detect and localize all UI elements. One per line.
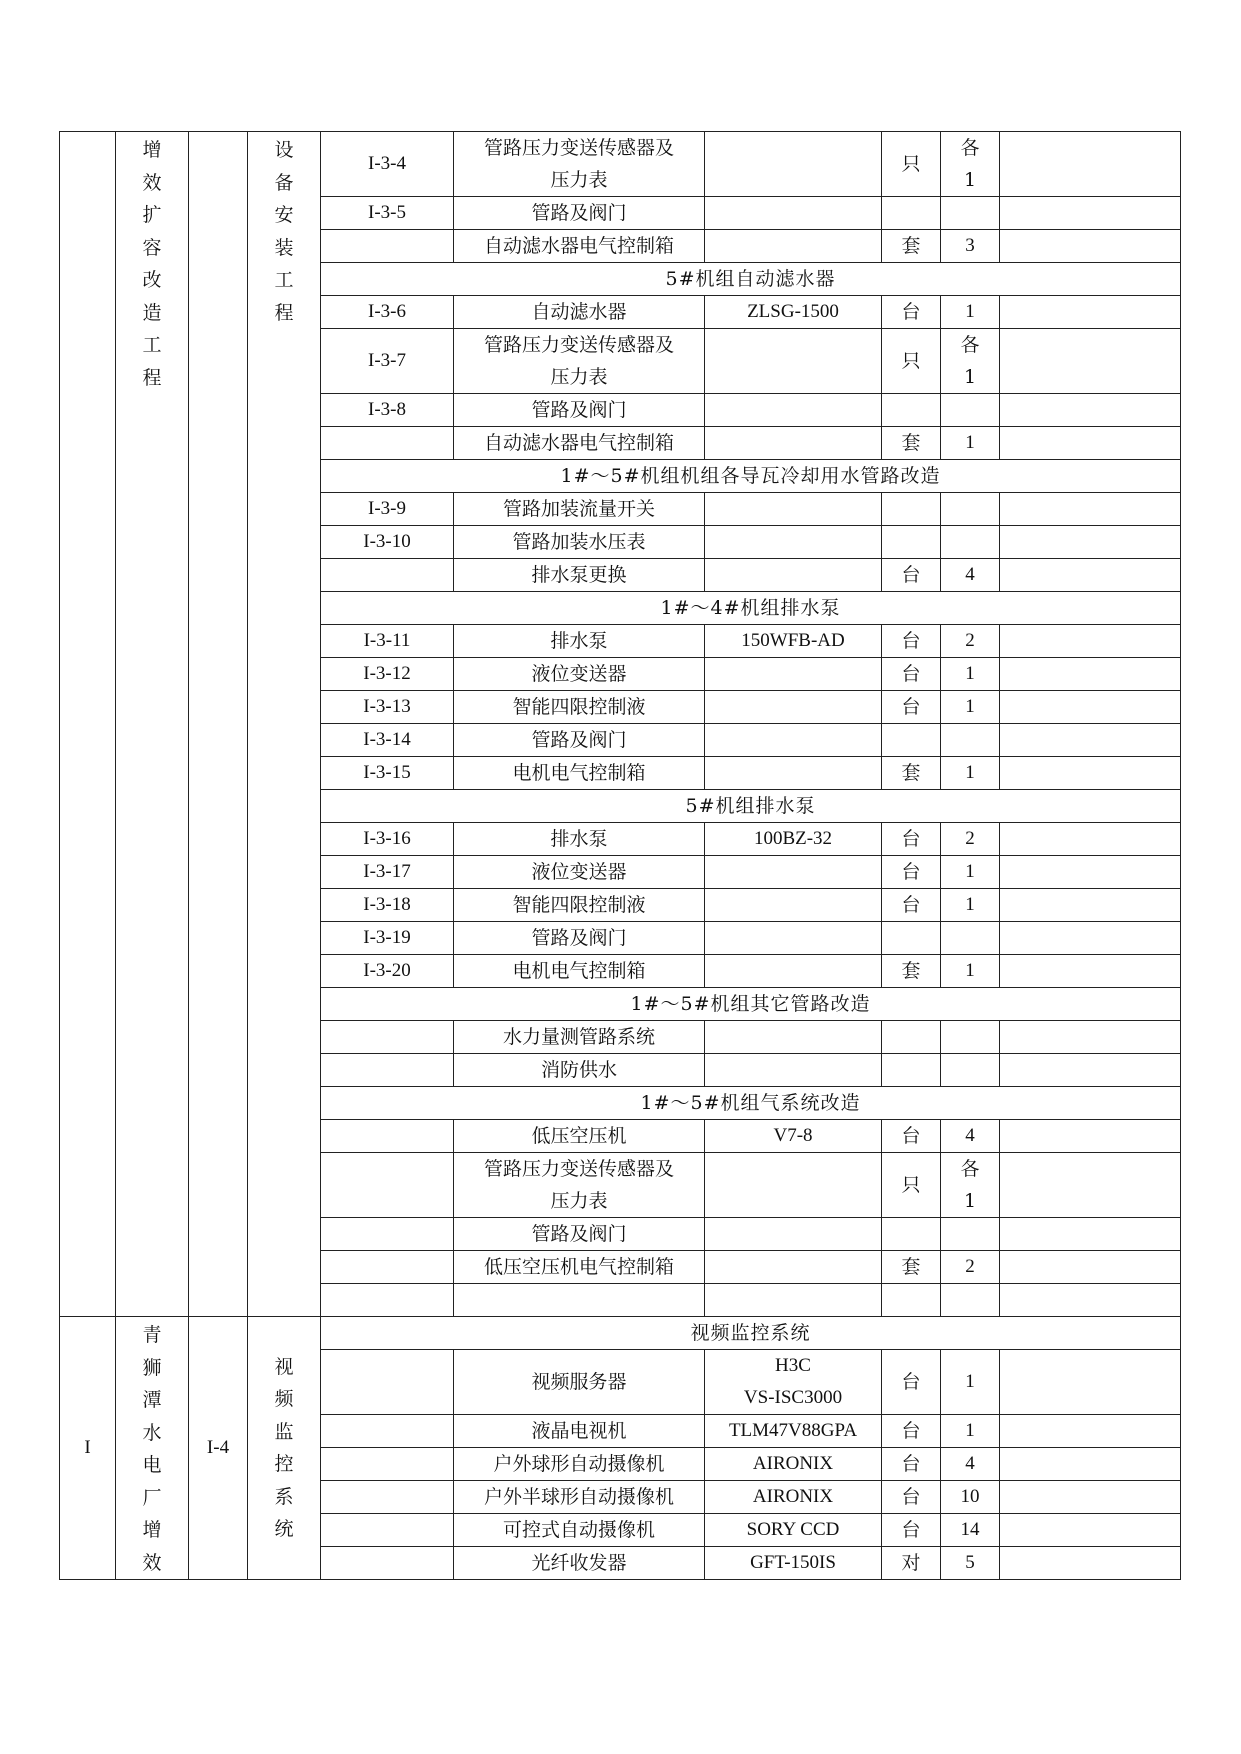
item-unit: 只 [882,132,941,197]
item-unit: 对 [882,1547,941,1580]
item-code [321,1251,454,1284]
item-qty [941,1218,1000,1251]
item-code [321,1350,454,1415]
item-remark [1000,329,1181,394]
item-model [705,1153,882,1218]
project-name: 青狮潭水电厂增效 [142,1324,162,1574]
item-model [705,1218,882,1251]
item-qty: 14 [941,1514,1000,1547]
item-unit [882,922,941,955]
item-code: I-3-4 [321,132,454,197]
code-cell: I-4 [189,1317,248,1580]
item-model [705,329,882,394]
item-code: I-3-10 [321,526,454,559]
item-model: ZLSG-1500 [705,296,882,329]
item-unit: 套 [882,230,941,263]
item-qty: 1 [941,1415,1000,1448]
item-name: 管路及阀门 [454,197,705,230]
item-qty [941,922,1000,955]
code-cell [189,132,248,1317]
item-qty: 4 [941,559,1000,592]
item-code [321,1481,454,1514]
item-model: AIRONIX [705,1481,882,1514]
section-title: 5#机组自动滤水器 [321,263,1181,296]
section-title: 视频监控系统 [321,1317,1181,1350]
item-remark [1000,823,1181,856]
item-code [321,559,454,592]
item-name: 电机电气控制箱 [454,955,705,988]
item-name: 低压空压机 [454,1120,705,1153]
item-code [321,1547,454,1580]
item-remark [1000,427,1181,460]
item-qty [941,132,1000,197]
item-code: I-3-6 [321,296,454,329]
item-model: SORY CCD [705,1514,882,1547]
item-model [705,559,882,592]
section-title: 1#～5#机组气系统改造 [321,1087,1181,1120]
item-remark [1000,1481,1181,1514]
item-qty: 10 [941,1481,1000,1514]
item-name: 液位变送器 [454,856,705,889]
item-remark [1000,1251,1181,1284]
item-name: 管路及阀门 [454,922,705,955]
item-remark [1000,1218,1181,1251]
section-title: 1#～5#机组机组各导瓦冷却用水管路改造 [321,460,1181,493]
item-name [454,1284,705,1317]
item-name: 管路加装流量开关 [454,493,705,526]
item-remark [1000,691,1181,724]
item-model-text: H3C VS-ISC3000 [743,1355,843,1408]
item-qty [941,329,1000,394]
section-title: 5#机组排水泵 [321,790,1181,823]
item-unit: 台 [882,658,941,691]
item-code: I-3-14 [321,724,454,757]
item-name: 智能四限控制液 [454,889,705,922]
item-qty: 1 [941,757,1000,790]
item-code: I-3-12 [321,658,454,691]
item-remark [1000,1120,1181,1153]
item-name: 电机电气控制箱 [454,757,705,790]
item-model [705,856,882,889]
item-name: 液晶电视机 [454,1415,705,1448]
item-remark [1000,757,1181,790]
item-model [705,889,882,922]
item-unit: 台 [882,1514,941,1547]
item-qty [941,493,1000,526]
item-name: 户外半球形自动摄像机 [454,1481,705,1514]
item-code: I-3-17 [321,856,454,889]
item-model [705,691,882,724]
item-model: 100BZ-32 [705,823,882,856]
item-qty-text: 各 1 [960,137,980,191]
item-remark [1000,1514,1181,1547]
section-row [60,1317,1181,1350]
item-name-text: 管路压力变送传感器及 压力表 [483,1158,674,1212]
item-remark [1000,1054,1181,1087]
item-name: 管路及阀门 [454,724,705,757]
item-unit: 台 [882,1120,941,1153]
item-unit [882,526,941,559]
item-remark [1000,1284,1181,1317]
item-code: I-3-5 [321,197,454,230]
item-name: 可控式自动摄像机 [454,1514,705,1547]
item-remark [1000,230,1181,263]
item-remark [1000,1415,1181,1448]
item-qty: 1 [941,427,1000,460]
item-unit [882,493,941,526]
item-model [705,757,882,790]
item-qty: 4 [941,1120,1000,1153]
section-title: 1#～4#机组排水泵 [321,592,1181,625]
item-remark [1000,132,1181,197]
item-code: I-3-16 [321,823,454,856]
item-model [705,1054,882,1087]
item-name: 低压空压机电气控制箱 [454,1251,705,1284]
item-remark [1000,625,1181,658]
item-name: 排水泵 [454,625,705,658]
item-code [321,230,454,263]
item-remark [1000,856,1181,889]
item-unit: 台 [882,1448,941,1481]
item-unit: 台 [882,823,941,856]
item-qty [941,1153,1000,1218]
item-remark [1000,526,1181,559]
item-name: 自动滤水器电气控制箱 [454,230,705,263]
item-name: 智能四限控制液 [454,691,705,724]
item-unit [882,724,941,757]
item-name: 管路加装水压表 [454,526,705,559]
category-name: 视频监控系统 [274,1355,294,1540]
item-code [321,1514,454,1547]
item-remark [1000,1547,1181,1580]
project-name: 增效扩容改造工程 [142,139,162,389]
item-remark [1000,724,1181,757]
item-qty [941,197,1000,230]
item-model: 150WFB-AD [705,625,882,658]
item-unit: 台 [882,691,941,724]
item-code: I-3-20 [321,955,454,988]
item-code [321,1284,454,1317]
item-qty: 2 [941,1251,1000,1284]
item-qty: 1 [941,296,1000,329]
item-code [321,1120,454,1153]
item-model: AIRONIX [705,1448,882,1481]
item-model [705,1251,882,1284]
item-model: V7-8 [705,1120,882,1153]
item-name: 管路及阀门 [454,1218,705,1251]
category-name: 设备安装工程 [274,139,294,324]
section-title: 1#～5#机组其它管路改造 [321,988,1181,1021]
item-unit [882,1284,941,1317]
index-cell: I [60,1317,116,1580]
item-code: I-3-9 [321,493,454,526]
item-remark [1000,922,1181,955]
item-qty: 1 [941,691,1000,724]
item-name: 水力量测管路系统 [454,1021,705,1054]
item-qty: 4 [941,1448,1000,1481]
item-unit [882,1218,941,1251]
item-name: 视频服务器 [454,1350,705,1415]
item-remark [1000,1021,1181,1054]
item-name-text: 管路压力变送传感器及 压力表 [483,137,674,191]
item-unit [882,394,941,427]
item-model [705,1350,882,1415]
item-unit [882,197,941,230]
item-code [321,1415,454,1448]
item-name [454,1153,705,1218]
item-name [454,132,705,197]
item-qty: 1 [941,856,1000,889]
item-qty [941,1021,1000,1054]
item-code: I-3-18 [321,889,454,922]
item-code: I-3-13 [321,691,454,724]
item-unit [882,1054,941,1087]
item-name [454,329,705,394]
item-code [321,1021,454,1054]
item-qty [941,526,1000,559]
item-model [705,1021,882,1054]
item-code [321,1153,454,1218]
equipment-table [59,131,1181,1580]
item-name: 消防供水 [454,1054,705,1087]
item-unit: 台 [882,296,941,329]
item-qty [941,1284,1000,1317]
item-qty [941,1054,1000,1087]
item-model [705,427,882,460]
item-remark [1000,394,1181,427]
item-code [321,1054,454,1087]
item-unit: 台 [882,1481,941,1514]
item-qty: 5 [941,1547,1000,1580]
item-model [705,230,882,263]
item-code [321,1448,454,1481]
item-model: GFT-150IS [705,1547,882,1580]
item-model [705,526,882,559]
item-model [705,922,882,955]
item-qty: 1 [941,889,1000,922]
item-name-text: 管路压力变送传感器及 压力表 [483,334,674,388]
item-name: 光纤收发器 [454,1547,705,1580]
item-remark [1000,493,1181,526]
item-model [705,658,882,691]
item-model: TLM47V88GPA [705,1415,882,1448]
item-model [705,394,882,427]
item-qty-text: 各 1 [960,1158,980,1212]
item-unit: 台 [882,1415,941,1448]
item-remark [1000,1350,1181,1415]
item-model [705,724,882,757]
item-name: 液位变送器 [454,658,705,691]
item-unit: 台 [882,625,941,658]
item-qty: 2 [941,625,1000,658]
item-unit: 套 [882,1251,941,1284]
item-qty: 3 [941,230,1000,263]
item-remark [1000,559,1181,592]
item-code: I-3-15 [321,757,454,790]
category-cell [248,132,321,1317]
item-qty: 1 [941,955,1000,988]
item-unit: 只 [882,329,941,394]
item-qty-text: 各 1 [960,334,980,388]
item-unit: 套 [882,757,941,790]
project-cell [116,1317,189,1580]
item-name: 户外球形自动摄像机 [454,1448,705,1481]
item-unit [882,1021,941,1054]
item-name: 管路及阀门 [454,394,705,427]
item-qty: 1 [941,1350,1000,1415]
item-model [705,493,882,526]
project-cell [116,132,189,1317]
item-remark [1000,1448,1181,1481]
item-qty: 1 [941,658,1000,691]
item-unit: 只 [882,1153,941,1218]
item-unit: 套 [882,955,941,988]
item-code [321,427,454,460]
item-remark [1000,955,1181,988]
item-name: 自动滤水器 [454,296,705,329]
item-remark [1000,197,1181,230]
item-code [321,1218,454,1251]
item-remark [1000,658,1181,691]
item-model [705,197,882,230]
item-name: 排水泵更换 [454,559,705,592]
item-remark [1000,296,1181,329]
item-unit: 台 [882,1350,941,1415]
item-qty [941,724,1000,757]
item-qty [941,394,1000,427]
item-model [705,955,882,988]
item-model [705,1284,882,1317]
item-unit: 台 [882,559,941,592]
category-cell [248,1317,321,1580]
index-cell [60,132,116,1317]
item-code: I-3-8 [321,394,454,427]
item-unit: 台 [882,856,941,889]
item-qty: 2 [941,823,1000,856]
item-code: I-3-7 [321,329,454,394]
item-remark [1000,1153,1181,1218]
item-model [705,132,882,197]
item-remark [1000,889,1181,922]
item-name: 自动滤水器电气控制箱 [454,427,705,460]
item-code: I-3-11 [321,625,454,658]
item-unit: 套 [882,427,941,460]
item-unit: 台 [882,889,941,922]
item-name: 排水泵 [454,823,705,856]
table-row [60,132,1181,197]
item-code: I-3-19 [321,922,454,955]
